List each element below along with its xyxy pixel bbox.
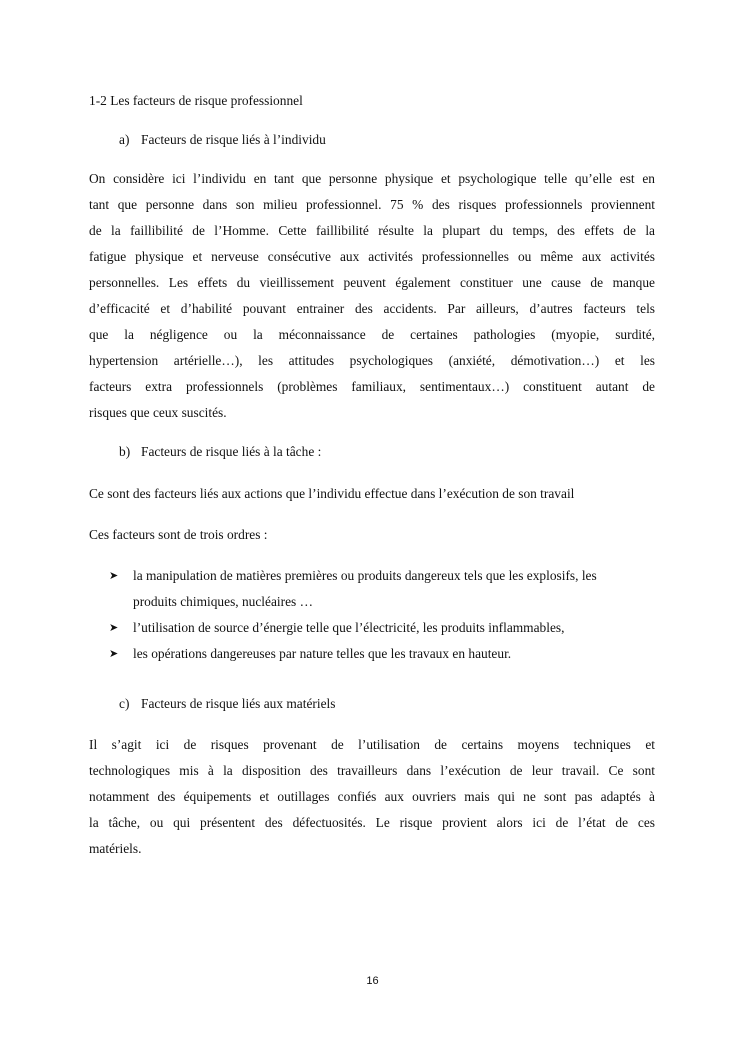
subsection-c-title: Facteurs de risque liés aux matériels — [141, 696, 336, 711]
paragraph-equipment-risk — [89, 732, 655, 862]
page-number: 16 — [366, 975, 379, 987]
paragraph-line: la tâche, ou qui présentent des défectuosités. Le risque provient alors ici de l’état de ces — [89, 815, 655, 830]
paragraph-task-actions: Ce sont des facteurs liés aux actions que l’individu effectue dans l’exécution de son travail — [89, 486, 575, 501]
paragraph-line: Il s’agit ici de risques provenant de l’utilisation de certains moyens techniques et — [89, 737, 655, 752]
paragraph-line: d’efficacité et d’habilité pouvant entrainer des accidents. Par ailleurs, d’autres facteurs tels — [89, 301, 655, 316]
paragraph-individual-risk — [89, 166, 655, 426]
list-item — [109, 615, 659, 641]
arrow-bullet-icon: ➤ — [109, 647, 119, 660]
paragraph-line: On considère ici l’individu en tant que personne physique et psychologique telle qu’elle est en — [89, 171, 655, 186]
paragraph-line: fatigue physique et nerveuse consécutive aux activités professionnelles ou même aux activités — [89, 249, 655, 264]
paragraph-line: matériels. — [89, 841, 142, 856]
list-item-line: l’utilisation de source d’énergie telle que l’électricité, les produits inflammables, — [133, 620, 565, 635]
list-item — [109, 563, 659, 615]
subsection-b-title: Facteurs de risque liés à la tâche : — [141, 444, 322, 459]
subsection-a-heading — [119, 127, 639, 153]
subsection-c-label: c) — [119, 696, 130, 711]
list-item-line: produits chimiques, nucléaires … — [133, 594, 313, 609]
paragraph-line: que la négligence ou la méconnaissance de certaines pathologies (myopie, surdité, — [89, 327, 655, 342]
arrow-bullet-icon: ➤ — [109, 621, 119, 634]
arrow-bullet-icon: ➤ — [109, 569, 119, 582]
paragraph-line: tant que personne dans son milieu professionnel. 75 % des risques professionnels proviennent — [89, 197, 655, 212]
paragraph-line: technologiques mis à la disposition des travailleurs dans l’exécution de leur travail. Ce sont — [89, 763, 655, 778]
subsection-b-heading — [119, 439, 639, 465]
paragraph-line: hypertension artérielle…), les attitudes psychologiques (anxiété, démotivation…) et les — [89, 353, 655, 368]
subsection-a-title: Facteurs de risque liés à l’individu — [141, 132, 326, 147]
section-title: 1-2 Les facteurs de risque professionnel — [89, 93, 303, 108]
subsection-b-label: b) — [119, 444, 131, 459]
paragraph-line: de la faillibilité de l’Homme. Cette faillibilité résulte la plupart du temps, des effets de la — [89, 223, 655, 238]
paragraph-line: risques que ceux suscités. — [89, 405, 227, 420]
paragraph-task-orders: Ces facteurs sont de trois ordres : — [89, 527, 268, 542]
list-item-line: la manipulation de matières premières ou produits dangereux tels que les explosifs, les — [133, 568, 597, 583]
subsection-c-heading — [119, 691, 639, 717]
paragraph-line: notamment des équipements et outillages confiés aux ouvriers mais qui ne sont pas adaptés à — [89, 789, 655, 804]
task-risk-list — [109, 563, 659, 667]
paragraph-line: personnelles. Les effets du vieillissement peuvent également constituer une cause de manque — [89, 275, 655, 290]
subsection-a-label: a) — [119, 132, 130, 147]
list-item-line: les opérations dangereuses par nature telles que les travaux en hauteur. — [133, 646, 512, 661]
paragraph-line: facteurs extra professionnels (problèmes familiaux, sentimentaux…) constituent autant de — [89, 379, 655, 394]
list-item — [109, 641, 659, 667]
